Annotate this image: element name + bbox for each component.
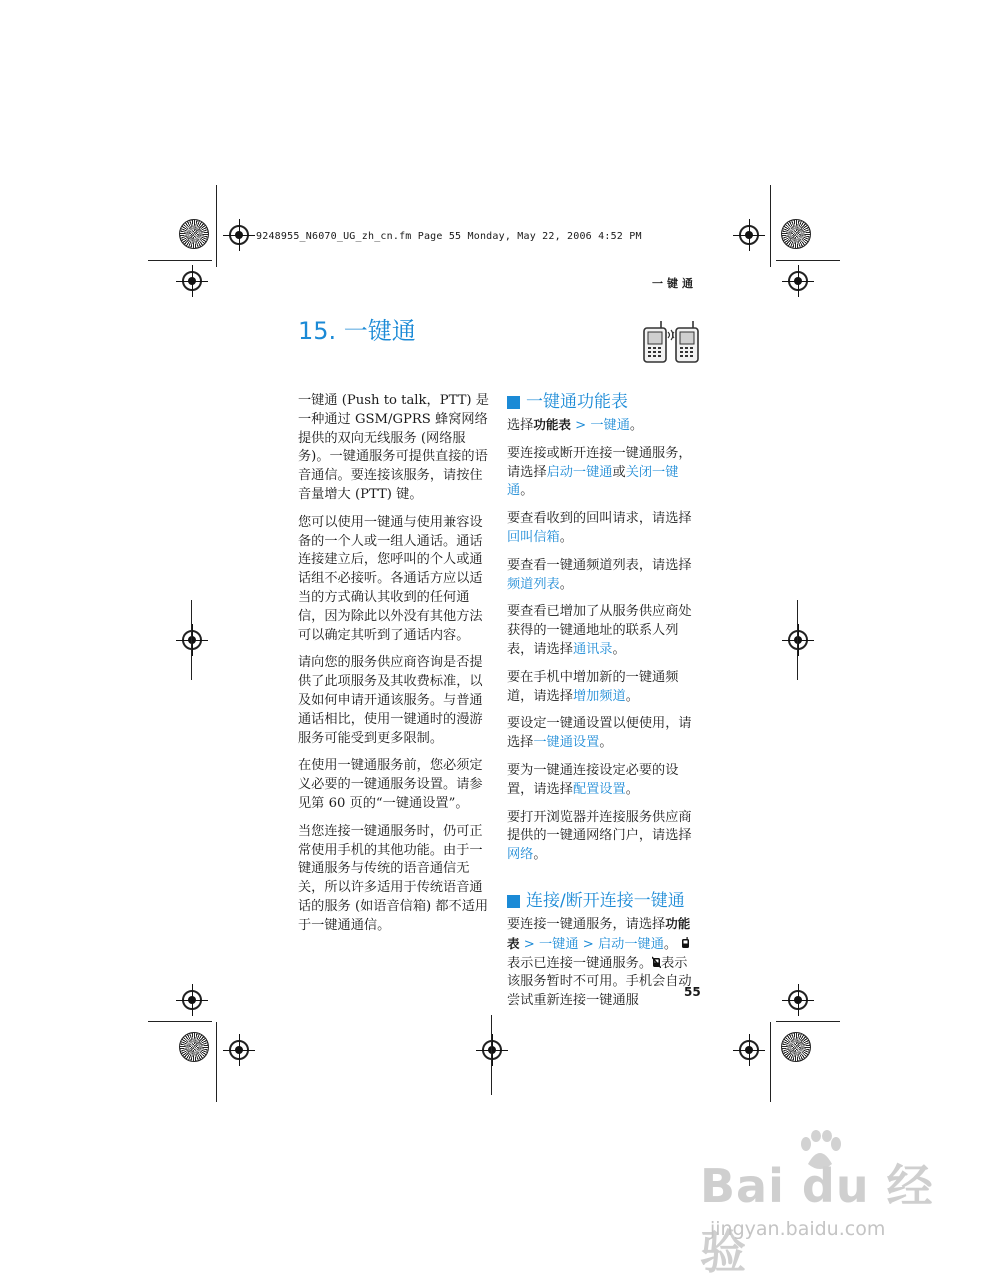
- select-menu-instruction: 选择功能表 > 一键通。: [507, 417, 644, 433]
- instruction-config-settings: 要为一键通连接设定必要的设置，请选择配置设置。: [507, 762, 679, 797]
- section-heading-ptt-menu: 一键通功能表: [507, 392, 700, 412]
- registration-target-right-upper: [788, 271, 808, 291]
- menu-link-stop-ptt: 关闭一键通: [507, 464, 679, 499]
- running-head: 一键通: [652, 277, 697, 290]
- registration-starburst-bottom-left: [179, 1032, 209, 1062]
- crop-line: [216, 185, 217, 267]
- registration-target-bottom-right: [739, 1040, 759, 1060]
- registration-starburst-bottom-right: [781, 1032, 811, 1062]
- instruction-channel-list: 要查看一键通频道列表，请选择频道列表。: [507, 557, 692, 592]
- instruction-callback-inbox: 要查看收到的回叫请求，请选择回叫信箱。: [507, 511, 692, 545]
- crop-line: [776, 1021, 840, 1022]
- connect-service-instruction: 要连接一键通服务，请选择功能表 > 一键通 > 启动一键通。 表示已连接一键通服务。 表示该服务暂时不可用。手机会自动尝试重新连接一键通服: [507, 915, 692, 1009]
- instruction-add-channel: 要在手机中增加新的一键通频道，请选择增加频道。: [507, 669, 679, 704]
- crop-line: [770, 1022, 771, 1102]
- crop-line: [776, 260, 840, 261]
- crop-line: [491, 1015, 492, 1095]
- paragraph-settings: 在使用一键通服务前，您必须定义必要的一键通服务设置。请参见第 60 页的“一键通设置”。: [298, 758, 483, 811]
- paragraph-provider: 请向您的服务供应商咨询是否提供了此项服务及其收费标准，以及如何申请开通该服务。与普通通话相比，使用一键通时的漫游服务可能受到更多限制。: [298, 655, 483, 746]
- file-info-slug: 9248955_N6070_UG_zh_cn.fm Page 55 Monday, May 22, 2006 4:52 PM: [256, 231, 642, 242]
- registration-target-top-left: [229, 225, 249, 245]
- crop-line: [191, 600, 192, 680]
- menu-link-start-ptt: 启动一键通: [546, 464, 613, 480]
- paragraph-usage: 您可以使用一键通与使用兼容设备的一个人或一组人通话。通话连接建立后，您呼叫的个人或通话组不必接听。各通话方应以适当的方式确认其收到的任何通信，因为除此以外没有其他方法可以确定其听到了通话内容。: [298, 514, 483, 643]
- section-bullet-square: [507, 396, 520, 409]
- crop-line: [216, 1022, 217, 1102]
- chapter-title: 15. 一键通: [298, 317, 416, 345]
- push-to-talk-phones-icon: [640, 318, 702, 366]
- instruction-web: 要打开浏览器并连接服务供应商提供的一键通网络门户，请选择网络。: [507, 809, 692, 863]
- watermark-brand: Bai du 经验: [700, 1159, 934, 1279]
- crop-line: [148, 1021, 212, 1022]
- connect-instruction: 要连接或断开连接一键通服务，请选择启动一键通或关闭一键通。: [507, 445, 692, 499]
- left-column: [298, 392, 490, 945]
- registration-target-left-lower: [182, 990, 202, 1010]
- paragraph-other-functions: 当您连接一键通服务时，仍可正常使用手机的其他功能。由于一键通服务与传统的语音通信无关，所以许多适用于传统语音通话的服务 (如语音信箱) 都不适用于一键通通信。: [298, 823, 489, 933]
- registration-target-bottom-center: [482, 1040, 502, 1060]
- registration-target-right-middle: [788, 630, 808, 650]
- ptt-unavailable-icon: [652, 956, 661, 968]
- baidu-jingyan-watermark: [700, 1130, 970, 1279]
- watermark-url: jingyan.baidu.com: [710, 1218, 886, 1240]
- ptt-connected-icon: [681, 937, 690, 949]
- crop-line: [797, 600, 798, 680]
- section-bullet-square: [507, 895, 520, 908]
- crop-line: [148, 260, 212, 261]
- registration-target-bottom-left: [229, 1040, 249, 1060]
- registration-starburst-top-left: [179, 219, 209, 249]
- section-heading-connect-disconnect: 连接/断开连接一键通: [507, 891, 700, 911]
- registration-target-left-middle: [182, 630, 202, 650]
- page-number: 55: [684, 985, 701, 999]
- registration-target-right-lower: [788, 990, 808, 1010]
- registration-starburst-top-right: [781, 219, 811, 249]
- registration-target-top-right: [739, 225, 759, 245]
- right-column: [507, 392, 700, 1020]
- menu-link-ptt: 一键通: [590, 418, 630, 433]
- paragraph-intro: 一键通 (Push to talk，PTT) 是一种通过 GSM/GPRS 蜂窝网络提供的双向无线服务 (网络服务)。一键通服务可提供直接的语音通信。要连接该服务，请按住音量增大 (PTT) 键。: [298, 393, 489, 502]
- registration-target-left-upper: [182, 271, 202, 291]
- instruction-contacts: 要查看已增加了从服务供应商处获得的一键通地址的联系人列表，请选择通讯录。: [507, 604, 692, 657]
- instruction-ptt-settings: 要设定一键通设置以便使用，请选择一键通设置。: [507, 716, 692, 751]
- crop-line: [770, 185, 771, 267]
